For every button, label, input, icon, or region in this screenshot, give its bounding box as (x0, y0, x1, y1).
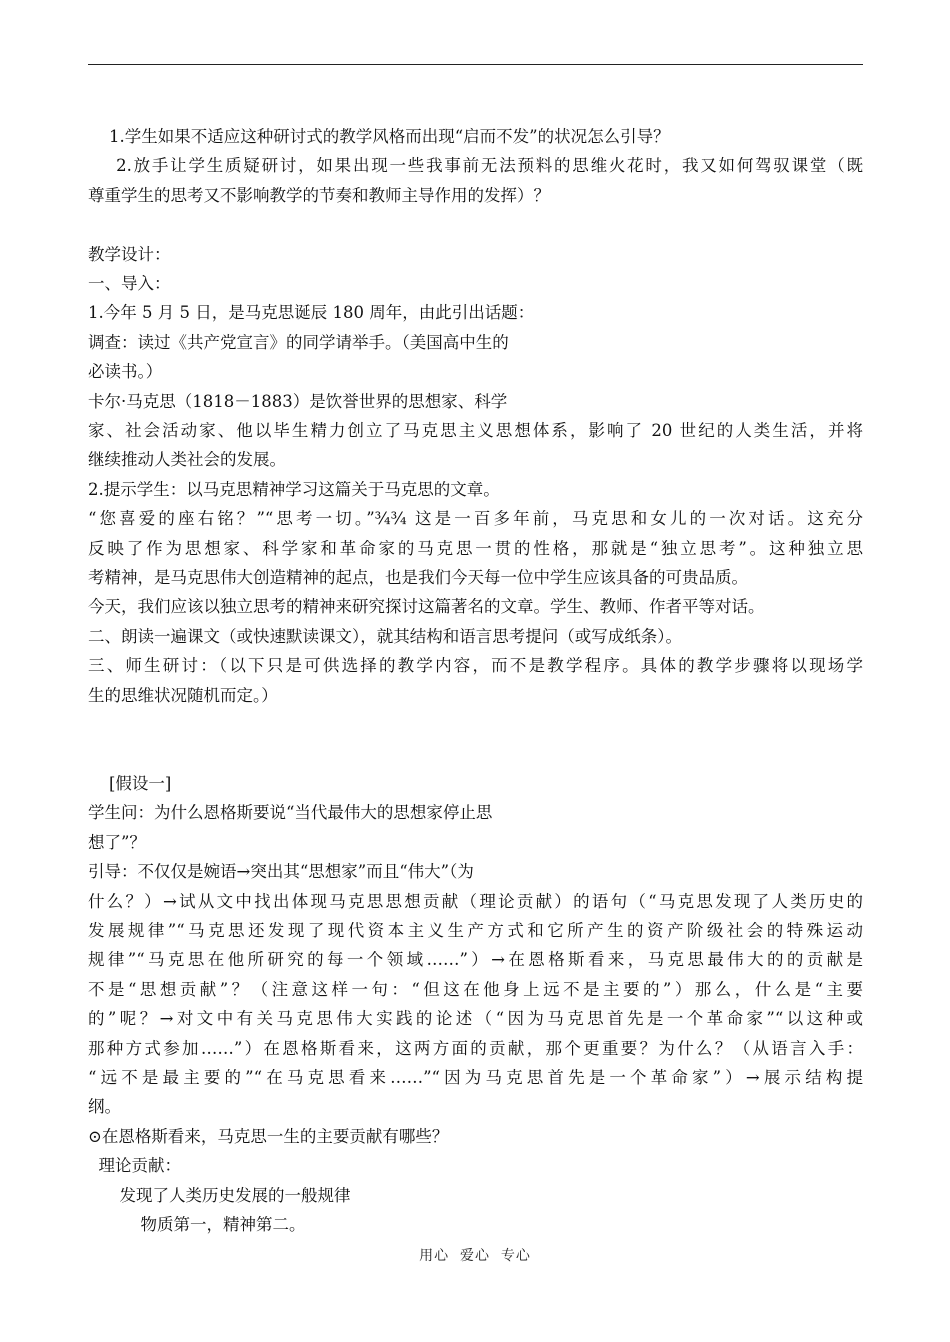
text-line: 卡尔·马克思（1818－1883）是饮誉世界的思想家、科学 (88, 391, 508, 411)
text-line: 必读书。） (88, 362, 163, 382)
text-line: 发展规律”“马克思还发现了现代资本主义生产方式和它所产生的资产阶级社会的特殊运动 (88, 920, 863, 940)
text-line: 引导：不仅仅是婉语→突出其“思想家”而且“伟大”（为 (88, 862, 474, 882)
text-line: 家、社会活动家、他以毕生精力创立了马克思主义思想体系，影响了 20 世纪的人类生活，并将 (88, 421, 863, 441)
text-line: 生的思维状况随机而定。） (88, 685, 278, 705)
text-line: 考精神，是马克思伟大创造精神的起点，也是我们今天每一位中学生应该具备的可贵品质。 (88, 568, 748, 588)
text-line: 继续推动人类社会的发展。 (88, 450, 286, 470)
hypothesis-heading: [假设一] (88, 773, 172, 793)
text-line: ⊙在恩格斯看来，马克思一生的主要贡献有哪些？ (88, 1126, 449, 1146)
blank-line (88, 210, 863, 239)
text-line: 的”呢？→对文中有关马克思伟大实践的论述（“因为马克思首先是一个革命家”“以这种或 (88, 1009, 863, 1029)
text-line: “远不是最主要的”“在马克思看来……”“因为马克思首先是一个革命家”）→展示结构提 (88, 1067, 863, 1087)
text-line: 不是“思想贡献”？（注意这样一句：“但这在他身上远不是主要的”）那么，什么是“主要 (88, 979, 863, 999)
blank-line (88, 710, 863, 739)
section-heading-design: 教学设计： (88, 244, 171, 264)
text-line: 今天，我们应该以独立思考的精神来研究探讨这篇著名的文章。学生、教师、作者平等对话。 (88, 597, 765, 617)
text-line: 2.提示学生：以马克思精神学习这篇关于马克思的文章。 (88, 479, 500, 499)
document-body (88, 122, 863, 1239)
text-line: 调查：读过《共产党宣言》的同学请举手。（美国高中生的 (88, 332, 509, 352)
text-line: 学生问：为什么恩格斯要说“当代最伟大的思想家停止思 (88, 803, 493, 823)
text-line: 想了”？ (88, 832, 146, 852)
section-heading-intro: 一、导入： (88, 274, 171, 294)
question-1: 1.学生如果不适应这种研讨式的教学风格而出现“启而不发”的状况怎么引导？ (88, 127, 670, 146)
section-heading-reading: 二、朗读一遍课文（或快速默读课文），就其结构和语言思考提问（或写成纸条）。 (88, 626, 682, 646)
text-line: 规律”“马克思在他所研究的每一个领域……”）→在恩格斯看来，马克思最伟大的的贡献是 (88, 950, 863, 970)
text-line: 物质第一，精神第二。 (88, 1214, 306, 1234)
header-rule (88, 64, 863, 65)
blank-line (88, 740, 863, 769)
question-2: 2.放手让学生质疑研讨，如果出现一些我事前无法预料的思维火花时，我又如何驾驭课堂（既 (88, 156, 863, 176)
text-line: “您喜爱的座右铭？”“思考一切。”¾¾ 这是一百多年前，马克思和女儿的一次对话。这充分 (88, 509, 863, 529)
text-line: 那种方式参加……”）在恩格斯看来，这两方面的贡献，那个更重要？为什么？（从语言入手： (88, 1038, 863, 1058)
text-line: 尊重学生的思考又不影响教学的节奏和教师主导作用的发挥）？ (88, 185, 550, 205)
text-line: 发现了人类历史发展的一般规律 (88, 1185, 351, 1205)
text-line: 什么？）→试从文中找出体现马克思思想贡献（理论贡献）的语句（“马克思发现了人类历史的 (88, 891, 863, 911)
text-line: 1.今年 5 月 5 日，是马克思诞辰 180 周年，由此引出话题： (88, 303, 535, 323)
section-heading-discussion: 三、师生研讨：（以下只是可供选择的教学内容，而不是教学程序。具体的教学步骤将以现场学 (88, 656, 863, 676)
text-line: 反映了作为思想家、科学家和革命家的马克思一贯的性格，那就是“独立思考”。这种独立思 (88, 538, 863, 558)
page-footer: 用心 爱心 专心 (419, 1248, 531, 1264)
text-line: 纲。 (88, 1097, 121, 1117)
text-line: 理论贡献： (88, 1156, 181, 1176)
